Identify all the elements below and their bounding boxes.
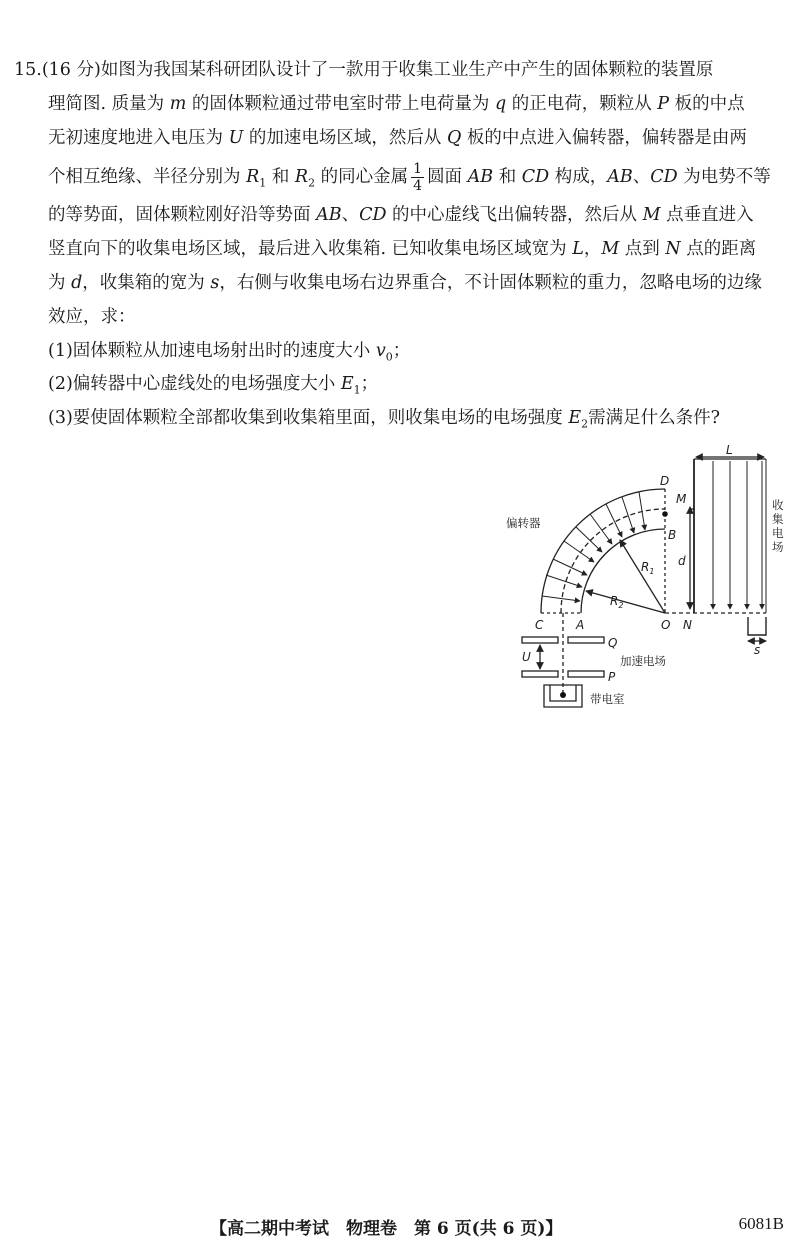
problem-line-6: 竖直向下的收集电场区域，最后进入收集箱. 已知收集电场区域宽为 L，M 点到 N 点的距离 [48,239,757,260]
diagram-labels [522,445,760,684]
label-r2: $R_2$ [610,594,624,610]
label-o: O [661,618,671,632]
problem-line-3: 无初速度地进入电压为 U 的加速电场区域，然后从 Q 板的中点进入偏转器，偏转器是由两 [48,127,747,148]
label-accel-field: 加速电场 [620,654,666,668]
problem-text [14,54,790,436]
label-d-point: D [660,474,670,488]
apparatus-diagram [500,445,790,715]
label-r1: $R_1$ [641,560,655,576]
page-footer [0,1214,800,1244]
label-u: U [522,650,531,664]
label-collect-1: 收 [772,498,784,512]
plate-p-left [522,671,558,677]
label-d-dist: d [678,554,686,568]
label-collect-4: 场 [772,540,784,554]
label-n: N [683,618,692,632]
label-deflector: 偏转器 [506,516,541,530]
problem-line-1: 15.(16 分)如图为我国某科研团队设计了一款用于收集工业生产中产生的固体颗粒的装置原 [14,60,714,80]
label-c: C [535,618,544,632]
question-1: (1)固体颗粒从加速电场射出时的速度大小 $v_0$； [48,340,411,364]
plate-p-right [568,671,604,677]
label-p: P [608,670,616,684]
diagram-svg [500,445,790,715]
label-m: M [676,492,687,506]
problem-line-7: 为 d，收集箱的宽为 s，右侧与收集电场右边界重合，不计固体颗粒的重力，忽略电场的边缘 [48,272,762,293]
question-2: (2)偏转器中心虚线处的电场强度大小 $E_1$； [48,374,379,397]
particle-dot [560,692,566,698]
collection-box [748,617,766,635]
label-chamber: 带电室 [590,692,625,706]
footer-code: 6081B [738,1214,784,1233]
label-collect-2: 集 [772,512,784,526]
problem-line-2: 理简图. 质量为 m 的固体颗粒通过带电室时带上电荷量为 q 的正电荷，颗粒从 P 板的中点 [48,93,745,114]
footer-title: 【高二期中考试 物理卷 第 6 页(共 6 页)】 [210,1219,563,1239]
point-m-dot [662,511,668,517]
deflector-field-arrows [542,492,645,601]
label-b: B [668,528,677,542]
label-q: Q [608,636,618,650]
arc-cd [541,489,665,613]
label-s: s [754,643,761,657]
problem-line-4: 个相互绝缘、半径分别为 $R_1$ 和 $R_2$ 的同心金属 $\frac{1}{4}$ 圆面 AB 和 CD 构成，AB、CD 为电势不等 [48,161,771,195]
plate-q-right [568,637,604,643]
collect-field-arrows [713,461,762,609]
question-3: (3)要使固体颗粒全部都收集到收集箱里面，则收集电场的电场强度 $E_2$需满足什么条件? [48,408,721,431]
problem-line-8: 效应，求： [48,306,136,327]
problem-line-5: 的等势面，固体颗粒刚好沿等势面 AB、CD 的中心虚线飞出偏转器，然后从 M 点垂直进入 [48,205,754,226]
label-a: A [576,618,585,632]
quarter-fraction: $\frac{1}{4}$ [413,161,423,195]
label-l: L [726,445,733,457]
label-collect-3: 电 [772,526,784,540]
plate-q-left [522,637,558,643]
